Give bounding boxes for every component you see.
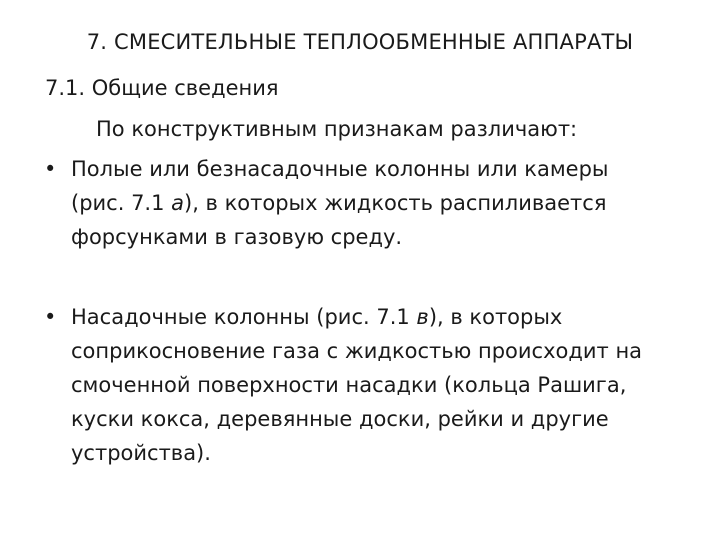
intro-text: По конструктивным признакам различают:: [96, 117, 578, 141]
bullet-text-part: ), в которых соприкосновение газа с жидкостью происходит на смоченной поверхности насадки (кольца Рашига, куски кокса, деревянные доски, рейки и другие устройства).: [71, 305, 643, 465]
bullet-text: [71, 300, 694, 470]
slide-title: 7. СМЕСИТЕЛЬНЫЕ ТЕПЛООБМЕННЫЕ АППАРАТЫ: [86, 30, 634, 54]
bullet-text-part: Полые или безнасадочные колонны или камеры (рис. 7.1: [71, 157, 609, 215]
section-heading: 7.1. Общие сведения: [45, 76, 279, 100]
bullet-icon: •: [44, 157, 57, 181]
bullet-text-part: ), в которых жидкость распиливается форсунками в газовую среду.: [71, 191, 607, 249]
bullet-icon: •: [44, 305, 57, 329]
bullet-text-part: Насадочные колонны (рис. 7.1: [71, 305, 417, 329]
bullet-item-packed-columns: [44, 300, 694, 470]
figure-letter: в: [416, 305, 429, 329]
bullet-item-hollow-columns: [44, 152, 694, 254]
figure-letter: а: [171, 191, 185, 215]
bullet-text: [71, 152, 694, 254]
